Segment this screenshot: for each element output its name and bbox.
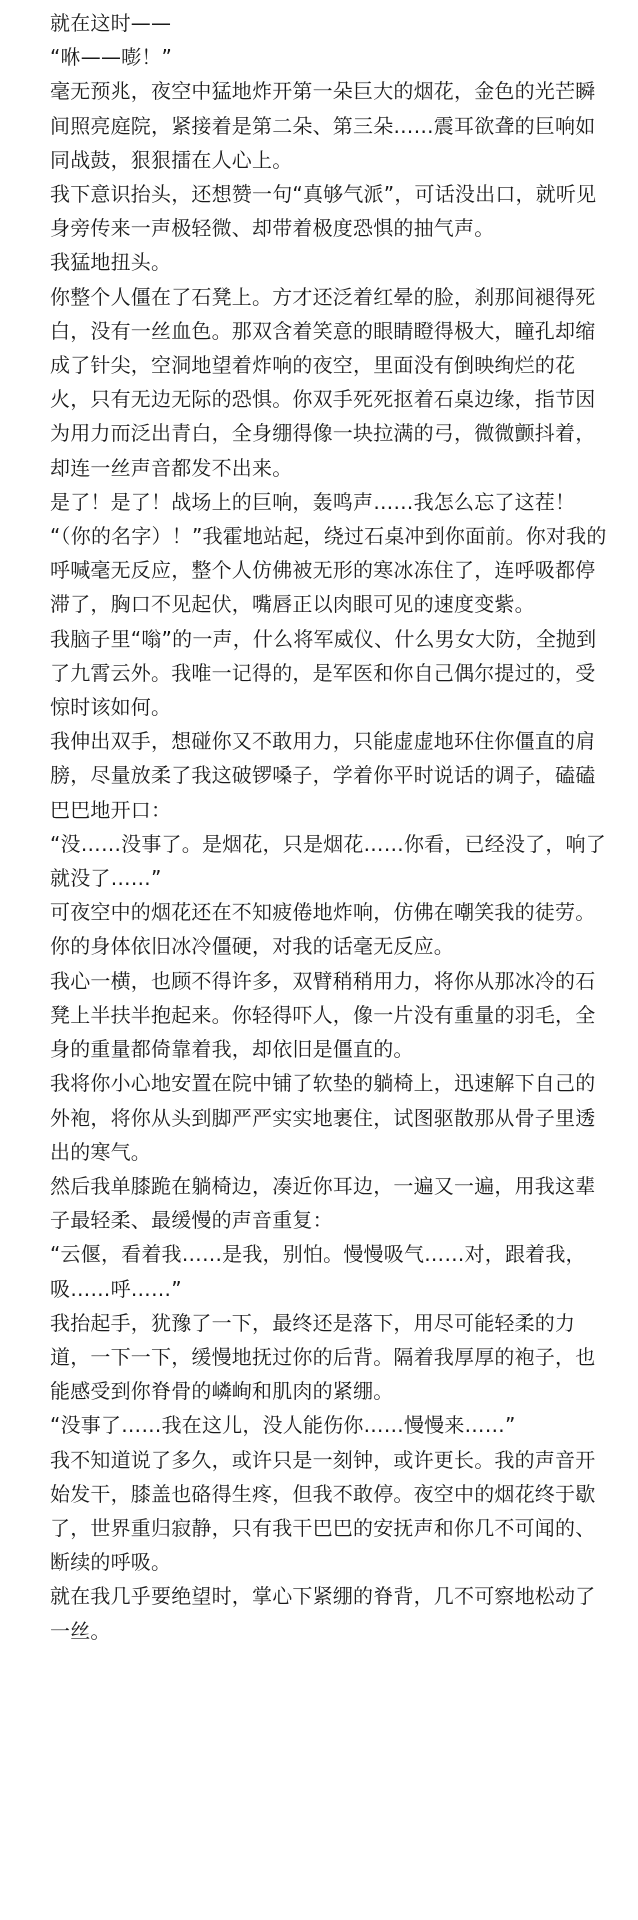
paragraph: 就在这时—— xyxy=(50,11,172,35)
paragraph: 你整个人僵在了石凳上。方才还泛着红晕的脸，刹那间褪得死白，没有一丝血色。那双含着笑意的眼睛瞪得极大，瞳孔却缩成了针尖，空洞地望着炸响的夜空，里面没有倒映绚烂的花火，只有无边无际的恐惧。你双手死死抠着石桌边缘，指节因为用力而泛出青白，全身绷得像一块拉满的弓，微微颤抖着，却连一丝声音都发不出来。 xyxy=(50,284,596,480)
paragraph: 我脑子里“嗡”的一声，什么将军威仪、什么男女大防，全抛到了九霄云外。我唯一记得的，是军医和你自己偶尔提过的，受惊时该如何。 xyxy=(50,626,597,720)
paragraph: 我伸出双手，想碰你又不敢用力，只能虚虚地环住你僵直的肩膀，尽量放柔了我这破锣嗓子，学着你平时说话的调子，磕磕巴巴地开口： xyxy=(50,729,596,822)
paragraph: 我猛地扭头。 xyxy=(50,250,172,275)
paragraph: “咻——嘭！” xyxy=(50,45,173,70)
paragraph: 我下意识抬头，还想赞一句“真够气派”，可话没出口，就听见身旁传来一声极轻微、却带着极度恐惧的抽气声。 xyxy=(50,182,597,241)
paragraph: “（你的名字）！”我霍地站起，绕过石桌冲到你面前。你对我的呼喊毫无反应，整个人仿佛被无形的寒冰冻住了，连呼吸都停滞了，胸口不见起伏，嘴唇正以肉眼可见的速度变紫。 xyxy=(50,524,607,617)
paragraph: 我将你小心地安置在院中铺了软垫的躺椅上，迅速解下自己的外袍，将你从头到脚严严实实地裹住，试图驱散那从骨子里透出的寒气。 xyxy=(50,1071,596,1164)
paragraph: 就在我几乎要绝望时，掌心下紧绷的脊背，几不可察地松动了一丝。 xyxy=(50,1584,596,1643)
paragraph: 我抬起手，犹豫了一下，最终还是落下，用尽可能轻柔的力道，一下一下，缓慢地抚过你的后背。隔着我厚厚的袍子，也能感受到你脊骨的嶙峋和肌肉的紧绷。 xyxy=(50,1310,596,1404)
paragraph: 然后我单膝跪在躺椅边，凑近你耳边，一遍又一遍，用我这辈子最轻柔、最缓慢的声音重复： xyxy=(50,1173,596,1233)
paragraph: “没事了……我在这儿，没人能伤你……慢慢来……” xyxy=(50,1413,516,1438)
paragraph: 我不知道说了多久，或许只是一刻钟，或许更长。我的声音开始发干，膝盖也硌得生疼，但我不敢停。夜空中的烟花终于歇了，世界重归寂静，只有我干巴巴的安抚声和你几不可闻的、断续的呼吸。 xyxy=(50,1447,596,1575)
paragraph: “云偃，看着我……是我，别怕。慢慢吸气……对，跟着我，吸……呼……” xyxy=(50,1242,586,1301)
paragraph: “没……没事了。是烟花，只是烟花……你看，已经没了，响了就没了……” xyxy=(50,831,606,891)
paragraph: 可夜空中的烟花还在不知疲倦地炸响，仿佛在嘲笑我的徒劳。你的身体依旧冰冷僵硬，对我的话毫无反应。 xyxy=(50,900,596,959)
paragraph: 是了！是了！战场上的巨响，轰鸣声……我怎么忘了这茬！ xyxy=(50,489,576,514)
paragraph: 毫无预兆，夜空中猛地炸开第一朵巨大的烟花，金色的光芒瞬间照亮庭院，紧接着是第二朵、第三朵……震耳欲聋的巨响如同战鼓，狠狠擂在人心上。 xyxy=(50,79,596,172)
paragraph: 我心一横，也顾不得许多，双臂稍稍用力，将你从那冰冷的石凳上半扶半抱起来。你轻得吓人，像一片没有重量的羽毛，全身的重量都倚靠着我，却依旧是僵直的。 xyxy=(50,968,596,1062)
